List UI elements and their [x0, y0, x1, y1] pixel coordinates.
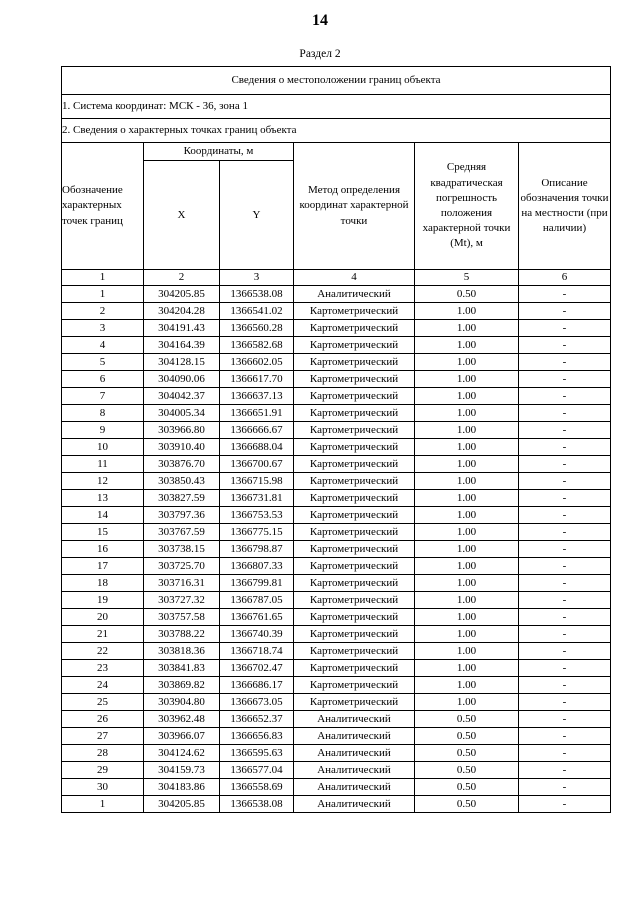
error-cell: 1.00	[415, 524, 519, 541]
x-coordinate-cell: 303738.15	[144, 541, 220, 558]
description-cell: -	[519, 677, 611, 694]
table-row	[62, 745, 611, 762]
y-coordinate-cell: 1366651.91	[220, 405, 294, 422]
description-cell: -	[519, 728, 611, 745]
method-cell: Аналитический	[294, 796, 415, 813]
x-coordinate-cell: 303727.32	[144, 592, 220, 609]
table-row	[62, 388, 611, 405]
y-coordinate-cell: 1366560.28	[220, 320, 294, 337]
table-row	[62, 626, 611, 643]
point-number-cell: 8	[62, 405, 144, 422]
description-cell: -	[519, 456, 611, 473]
column-number: 6	[519, 270, 611, 286]
description-cell: -	[519, 694, 611, 711]
error-cell: 1.00	[415, 541, 519, 558]
y-coordinate-cell: 1366541.02	[220, 303, 294, 320]
error-cell: 1.00	[415, 371, 519, 388]
description-cell: -	[519, 405, 611, 422]
coord-system-line: 1. Система координат: МСК - 36, зона 1	[62, 95, 611, 119]
table-row	[62, 473, 611, 490]
header-x: X	[144, 161, 220, 270]
error-cell: 1.00	[415, 473, 519, 490]
header-y: Y	[220, 161, 294, 270]
point-number-cell: 2	[62, 303, 144, 320]
point-number-cell: 1	[62, 286, 144, 303]
x-coordinate-cell: 303841.83	[144, 660, 220, 677]
description-cell: -	[519, 592, 611, 609]
error-cell: 0.50	[415, 762, 519, 779]
column-number: 1	[62, 270, 144, 286]
point-number-cell: 19	[62, 592, 144, 609]
error-cell: 1.00	[415, 643, 519, 660]
point-number-cell: 9	[62, 422, 144, 439]
method-cell: Картометрический	[294, 524, 415, 541]
description-cell: -	[519, 643, 611, 660]
error-cell: 1.00	[415, 558, 519, 575]
points-heading: 2. Сведения о характерных точках границ объекта	[62, 119, 611, 143]
x-coordinate-cell: 304005.34	[144, 405, 220, 422]
section-label: Раздел 2	[299, 48, 341, 60]
method-cell: Аналитический	[294, 745, 415, 762]
header-coordinates: Координаты, м	[144, 143, 294, 161]
y-coordinate-cell: 1366715.98	[220, 473, 294, 490]
point-number-cell: 6	[62, 371, 144, 388]
method-cell: Картометрический	[294, 592, 415, 609]
description-cell: -	[519, 320, 611, 337]
header-description: Описание обозначения точки на местности (при наличии)	[519, 143, 611, 270]
error-cell: 0.50	[415, 711, 519, 728]
point-number-cell: 16	[62, 541, 144, 558]
error-cell: 0.50	[415, 745, 519, 762]
error-cell: 1.00	[415, 507, 519, 524]
x-coordinate-cell: 303788.22	[144, 626, 220, 643]
description-cell: -	[519, 354, 611, 371]
method-cell: Картометрический	[294, 558, 415, 575]
description-cell: -	[519, 388, 611, 405]
point-number-cell: 23	[62, 660, 144, 677]
method-cell: Картометрический	[294, 388, 415, 405]
error-cell: 0.50	[415, 728, 519, 745]
x-coordinate-cell: 304191.43	[144, 320, 220, 337]
x-coordinate-cell: 303904.80	[144, 694, 220, 711]
x-coordinate-cell: 303797.36	[144, 507, 220, 524]
x-coordinate-cell: 304205.85	[144, 286, 220, 303]
column-number: 5	[415, 270, 519, 286]
table-row	[62, 541, 611, 558]
x-coordinate-cell: 303827.59	[144, 490, 220, 507]
table-row	[62, 371, 611, 388]
table-row	[62, 779, 611, 796]
description-cell: -	[519, 303, 611, 320]
x-coordinate-cell: 304090.06	[144, 371, 220, 388]
error-cell: 1.00	[415, 303, 519, 320]
method-cell: Картометрический	[294, 490, 415, 507]
description-cell: -	[519, 626, 611, 643]
method-cell: Картометрический	[294, 677, 415, 694]
error-cell: 1.00	[415, 677, 519, 694]
y-coordinate-cell: 1366702.47	[220, 660, 294, 677]
y-coordinate-cell: 1366666.67	[220, 422, 294, 439]
description-cell: -	[519, 507, 611, 524]
description-cell: -	[519, 286, 611, 303]
table-row	[62, 677, 611, 694]
error-cell: 1.00	[415, 456, 519, 473]
description-cell: -	[519, 422, 611, 439]
y-coordinate-cell: 1366731.81	[220, 490, 294, 507]
description-cell: -	[519, 337, 611, 354]
x-coordinate-cell: 303850.43	[144, 473, 220, 490]
description-cell: -	[519, 371, 611, 388]
y-coordinate-cell: 1366761.65	[220, 609, 294, 626]
error-cell: 0.50	[415, 779, 519, 796]
point-number-cell: 5	[62, 354, 144, 371]
table-row	[62, 694, 611, 711]
description-cell: -	[519, 609, 611, 626]
error-cell: 1.00	[415, 422, 519, 439]
point-number-cell: 21	[62, 626, 144, 643]
point-number-cell: 26	[62, 711, 144, 728]
point-number-cell: 20	[62, 609, 144, 626]
table-row	[62, 507, 611, 524]
y-coordinate-cell: 1366775.15	[220, 524, 294, 541]
method-cell: Картометрический	[294, 303, 415, 320]
table-row	[62, 337, 611, 354]
table-row	[62, 303, 611, 320]
y-coordinate-cell: 1366656.83	[220, 728, 294, 745]
y-coordinate-cell: 1366577.04	[220, 762, 294, 779]
point-number-cell: 30	[62, 779, 144, 796]
column-number: 3	[220, 270, 294, 286]
error-cell: 1.00	[415, 320, 519, 337]
point-number-cell: 12	[62, 473, 144, 490]
table-title: Сведения о местоположении границ объекта	[62, 67, 611, 95]
x-coordinate-cell: 304159.73	[144, 762, 220, 779]
x-coordinate-cell: 304204.28	[144, 303, 220, 320]
method-cell: Картометрический	[294, 643, 415, 660]
header-point-designation: Обозначение характерных точек границ	[62, 143, 144, 270]
x-coordinate-cell: 304128.15	[144, 354, 220, 371]
description-cell: -	[519, 575, 611, 592]
table-row	[62, 286, 611, 303]
method-cell: Картометрический	[294, 626, 415, 643]
error-cell: 0.50	[415, 286, 519, 303]
error-cell: 1.00	[415, 575, 519, 592]
description-cell: -	[519, 660, 611, 677]
error-cell: 1.00	[415, 626, 519, 643]
method-cell: Картометрический	[294, 422, 415, 439]
x-coordinate-cell: 303910.40	[144, 439, 220, 456]
method-cell: Аналитический	[294, 762, 415, 779]
header-error: Средняя квадратическая погрешность положения характерной точки (Mt), м	[415, 143, 519, 270]
method-cell: Картометрический	[294, 439, 415, 456]
method-cell: Картометрический	[294, 609, 415, 626]
description-cell: -	[519, 490, 611, 507]
description-cell: -	[519, 473, 611, 490]
table-row	[62, 558, 611, 575]
x-coordinate-cell: 304042.37	[144, 388, 220, 405]
description-cell: -	[519, 779, 611, 796]
y-coordinate-cell: 1366740.39	[220, 626, 294, 643]
description-cell: -	[519, 745, 611, 762]
y-coordinate-cell: 1366807.33	[220, 558, 294, 575]
table-row	[62, 711, 611, 728]
point-number-cell: 15	[62, 524, 144, 541]
point-number-cell: 25	[62, 694, 144, 711]
error-cell: 1.00	[415, 694, 519, 711]
x-coordinate-cell: 304183.86	[144, 779, 220, 796]
table-row	[62, 405, 611, 422]
table-row	[62, 354, 611, 371]
table-row	[62, 439, 611, 456]
point-number-cell: 10	[62, 439, 144, 456]
method-cell: Картометрический	[294, 456, 415, 473]
y-coordinate-cell: 1366637.13	[220, 388, 294, 405]
y-coordinate-cell: 1366718.74	[220, 643, 294, 660]
table-row	[62, 643, 611, 660]
x-coordinate-cell: 303767.59	[144, 524, 220, 541]
y-coordinate-cell: 1366595.63	[220, 745, 294, 762]
method-cell: Картометрический	[294, 575, 415, 592]
y-coordinate-cell: 1366753.53	[220, 507, 294, 524]
x-coordinate-cell: 303876.70	[144, 456, 220, 473]
method-cell: Аналитический	[294, 779, 415, 796]
point-number-cell: 1	[62, 796, 144, 813]
method-cell: Картометрический	[294, 320, 415, 337]
point-number-cell: 27	[62, 728, 144, 745]
point-number-cell: 13	[62, 490, 144, 507]
x-coordinate-cell: 304124.62	[144, 745, 220, 762]
table-row	[62, 592, 611, 609]
y-coordinate-cell: 1366799.81	[220, 575, 294, 592]
table-row	[62, 609, 611, 626]
error-cell: 1.00	[415, 490, 519, 507]
point-number-cell: 28	[62, 745, 144, 762]
method-cell: Картометрический	[294, 354, 415, 371]
description-cell: -	[519, 541, 611, 558]
error-cell: 1.00	[415, 439, 519, 456]
y-coordinate-cell: 1366538.08	[220, 286, 294, 303]
description-cell: -	[519, 796, 611, 813]
x-coordinate-cell: 303962.48	[144, 711, 220, 728]
method-cell: Картометрический	[294, 405, 415, 422]
page-number: 14	[312, 12, 328, 29]
point-number-cell: 29	[62, 762, 144, 779]
description-cell: -	[519, 711, 611, 728]
y-coordinate-cell: 1366787.05	[220, 592, 294, 609]
error-cell: 1.00	[415, 337, 519, 354]
error-cell: 1.00	[415, 660, 519, 677]
x-coordinate-cell: 303716.31	[144, 575, 220, 592]
table-row	[62, 422, 611, 439]
point-number-cell: 22	[62, 643, 144, 660]
y-coordinate-cell: 1366652.37	[220, 711, 294, 728]
x-coordinate-cell: 303869.82	[144, 677, 220, 694]
point-number-cell: 17	[62, 558, 144, 575]
table-row	[62, 320, 611, 337]
method-cell: Аналитический	[294, 711, 415, 728]
x-coordinate-cell: 303818.36	[144, 643, 220, 660]
method-cell: Картометрический	[294, 337, 415, 354]
error-cell: 1.00	[415, 388, 519, 405]
y-coordinate-cell: 1366798.87	[220, 541, 294, 558]
method-cell: Картометрический	[294, 541, 415, 558]
error-cell: 0.50	[415, 796, 519, 813]
y-coordinate-cell: 1366558.69	[220, 779, 294, 796]
y-coordinate-cell: 1366602.05	[220, 354, 294, 371]
table-row	[62, 524, 611, 541]
y-coordinate-cell: 1366686.17	[220, 677, 294, 694]
description-cell: -	[519, 762, 611, 779]
table-row	[62, 575, 611, 592]
method-cell: Картометрический	[294, 371, 415, 388]
table-row	[62, 762, 611, 779]
method-cell: Аналитический	[294, 286, 415, 303]
description-cell: -	[519, 558, 611, 575]
x-coordinate-cell: 303966.80	[144, 422, 220, 439]
x-coordinate-cell: 303966.07	[144, 728, 220, 745]
point-number-cell: 7	[62, 388, 144, 405]
point-number-cell: 14	[62, 507, 144, 524]
x-coordinate-cell: 304164.39	[144, 337, 220, 354]
error-cell: 1.00	[415, 609, 519, 626]
point-number-cell: 24	[62, 677, 144, 694]
error-cell: 1.00	[415, 354, 519, 371]
y-coordinate-cell: 1366582.68	[220, 337, 294, 354]
method-cell: Картометрический	[294, 660, 415, 677]
table-row	[62, 660, 611, 677]
table-row	[62, 796, 611, 813]
column-number: 4	[294, 270, 415, 286]
y-coordinate-cell: 1366538.08	[220, 796, 294, 813]
table-row	[62, 490, 611, 507]
point-number-cell: 3	[62, 320, 144, 337]
y-coordinate-cell: 1366617.70	[220, 371, 294, 388]
method-cell: Картометрический	[294, 473, 415, 490]
method-cell: Аналитический	[294, 728, 415, 745]
point-number-cell: 18	[62, 575, 144, 592]
table-row	[62, 728, 611, 745]
header-method: Метод определения координат характерной точки	[294, 143, 415, 270]
x-coordinate-cell: 304205.85	[144, 796, 220, 813]
column-number: 2	[144, 270, 220, 286]
method-cell: Картометрический	[294, 694, 415, 711]
description-cell: -	[519, 524, 611, 541]
description-cell: -	[519, 439, 611, 456]
y-coordinate-cell: 1366673.05	[220, 694, 294, 711]
error-cell: 1.00	[415, 405, 519, 422]
method-cell: Картометрический	[294, 507, 415, 524]
x-coordinate-cell: 303757.58	[144, 609, 220, 626]
error-cell: 1.00	[415, 592, 519, 609]
point-number-cell: 4	[62, 337, 144, 354]
y-coordinate-cell: 1366688.04	[220, 439, 294, 456]
point-number-cell: 11	[62, 456, 144, 473]
y-coordinate-cell: 1366700.67	[220, 456, 294, 473]
table-row	[62, 456, 611, 473]
x-coordinate-cell: 303725.70	[144, 558, 220, 575]
boundary-points-table	[61, 66, 611, 813]
